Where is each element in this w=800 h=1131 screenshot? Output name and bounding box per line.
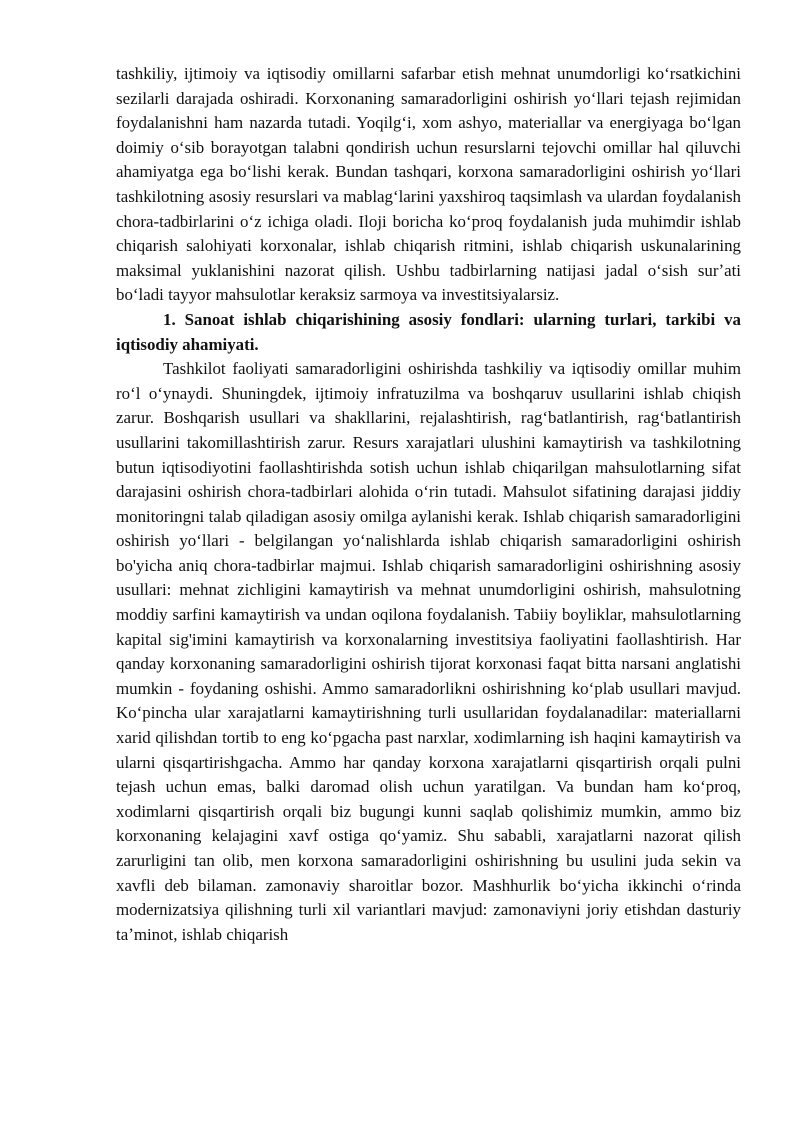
- section-heading: 1. Sanoat ishlab chiqarishining asosiy fondlari: ularning turlari, tarkibi va iqtisodiy ahamiyati.: [116, 309, 741, 354]
- document-page: [116, 62, 741, 947]
- body-paragraph-2: Tashkilot faoliyati samaradorligini oshirishda tashkiliy va iqtisodiy omillar muhim roʻl oʻynaydi. Shuningdek, ijtimoiy infratuzilma va boshqaruv usullarini ishlab chiqish zarur. Boshqarish usullari va shakllarini, rejalashtirish, ragʻbatlantirish, ragʻbatlantirish usullarini takomillashtirish zarur. Resurs xarajatlari ulushini kamaytirish va tashkilotning butun iqtisodiyotini faollashtirishda sotish uchun ishlab chiqarilgan mahsulotlarning sifat darajasini oshirish chora-tadbirlari alohida oʻrin tutadi. Mahsulot sifatining darajasi jiddiy monitoringni talab qiladigan asosiy omilga aylanishi kerak. Ishlab chiqarish samaradorligini oshirish yoʻllari - belgilangan yoʻnalishlarda ishlab chiqarish samaradorligini oshirish bo'yicha aniq chora-tadbirlar majmui. Ishlab chiqarish samaradorligini oshirishning asosiy usullari: mehnat zichligini kamaytirish va mehnat unumdorligini oshirish, mahsulotning moddiy sarfini kamaytirish va undan oqilona foydalanish. Tabiiy boyliklar, mahsulotlarning kapital sig'imini kamaytirish va korxonalarning investitsiya faoliyatini faollashtirish. Har qanday korxonaning samaradorligini oshirish tijorat korxonasi faqat bitta narsani anglatishi mumkin - foydaning oshishi. Ammo samaradorlikni oshirishning koʻplab usullari mavjud. Koʻpincha ular xarajatlarni kamaytirishning turli usullaridan foydalanadilar: materiallarni xarid qilishdan tortib to eng koʻpgacha past narxlar, xodimlarning ish haqini kamaytirish va ularni qisqartirishgacha. Ammo har qanday korxona xarajatlarni qisqartirish orqali pulni tejash uchun emas, balki daromad olish uchun yaratilgan. Va bundan ham koʻproq, xodimlarni qisqartirish orqali biz bugungi kunni saqlab qolishimiz mumkin, ammo biz korxonaning kelajagini xavf ostiga qoʻyamiz. Shu sababli, xarajatlarni nazorat qilish zarurligini tan olib, men korxona samaradorligini oshirishning bu usulini juda sekin va xavfli deb bilaman. zamonaviy sharoitlar bozor. Mashhurlik boʻyicha ikkinchi oʻrinda modernizatsiya qilishning turli xil variantlari mavjud: zamonaviyni joriy etishdan dasturiy taʼminot, ishlab chiqarish: [116, 359, 741, 944]
- body-paragraph-1: tashkiliy, ijtimoiy va iqtisodiy omillarni safarbar etish mehnat unumdorligi koʻrsatkichini sezilarli darajada oshiradi. Korxonaning samaradorligini oshirish yoʻllari tejash rejimidan foydalanishni ham nazarda tutadi. Yoqilgʻi, xom ashyo, materiallar va energiyaga boʻlgan doimiy oʻsib borayotgan talabni qondirish uchun resurslarni tejovchi omillar hal qiluvchi ahamiyatga ega boʻlishi kerak. Bundan tashqari, korxona samaradorligini oshirish yoʻllari tashkilotning asosiy resurslari va mablagʻlarini yaxshiroq taqsimlash va ulardan foydalanish chora-tadbirlarini oʻz ichiga oladi. Iloji boricha koʻproq foydalanish juda muhimdir ishlab chiqarish salohiyati korxonalar, ishlab chiqarish ritmini, ishlab chiqarish uskunalarining maksimal yuklanishini nazorat qilish. Ushbu tadbirlarning natijasi jadal oʻsish surʼati boʻladi tayyor mahsulotlar keraksiz sarmoya va investitsiyalarsiz.: [116, 64, 741, 305]
